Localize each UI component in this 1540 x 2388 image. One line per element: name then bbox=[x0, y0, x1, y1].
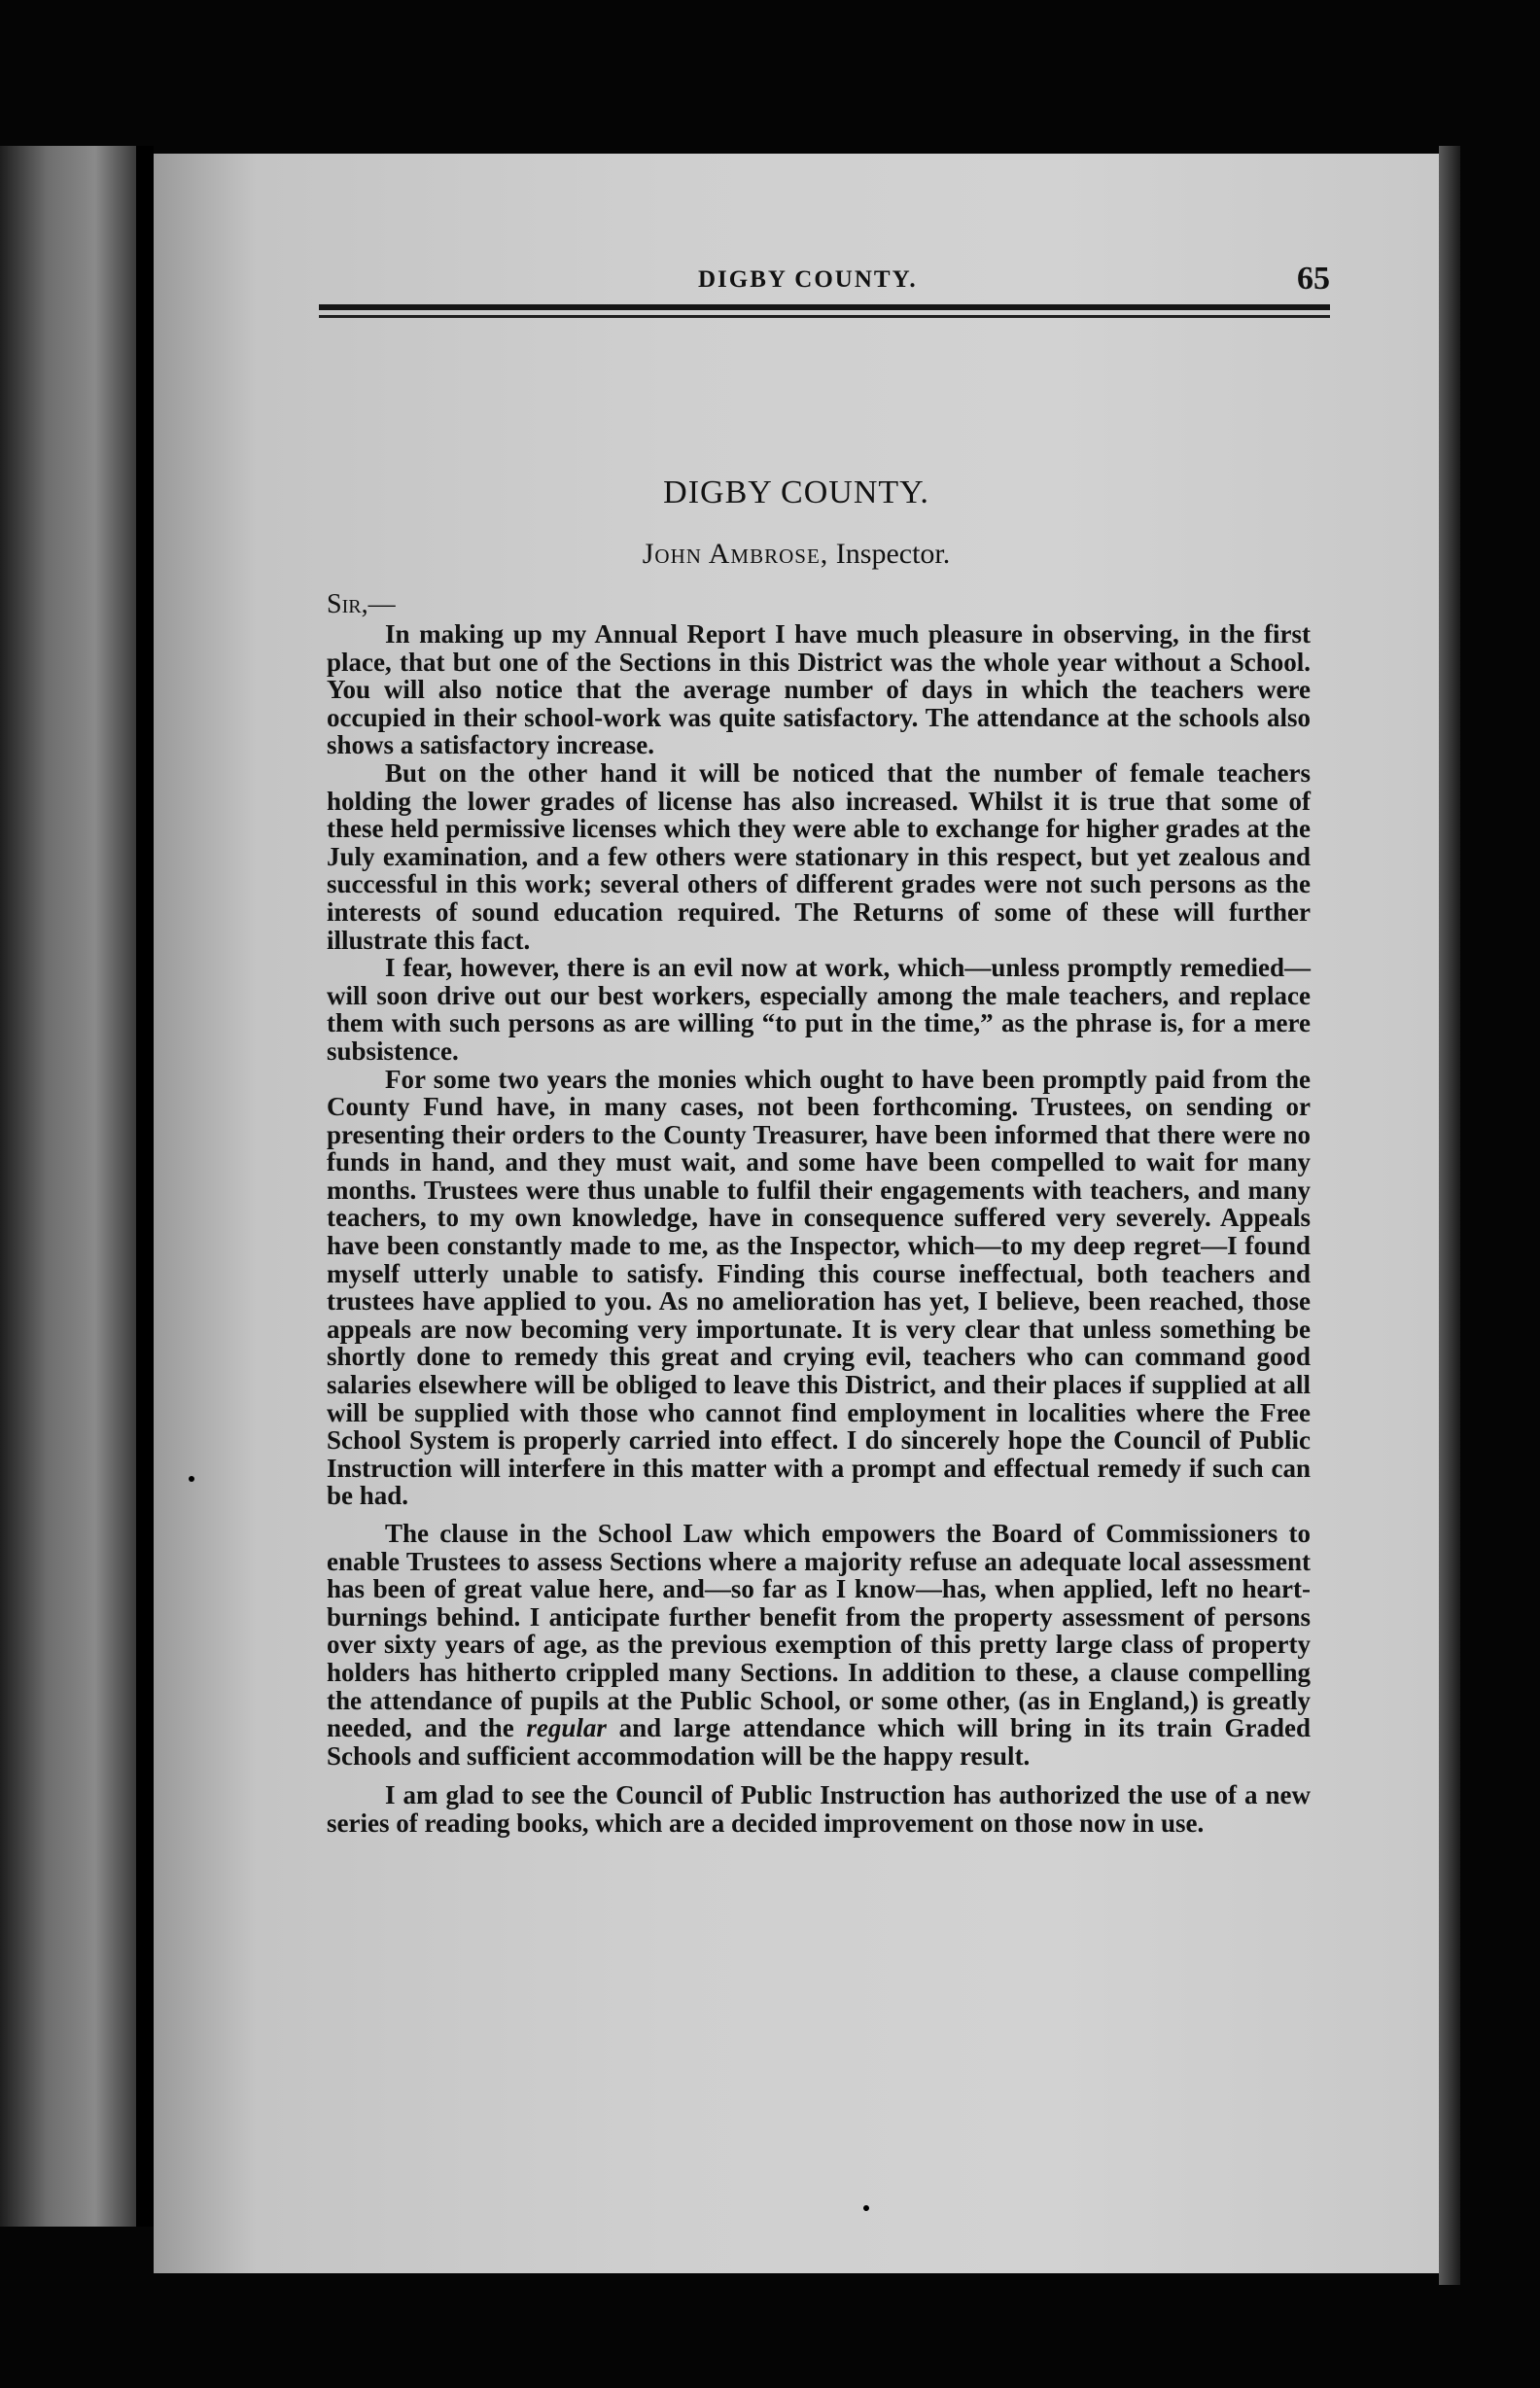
paragraph-reading-books: I am glad to see the Council of Public Instruction has authorized the use of a new series of reading books, which are a decided improvement on those now in use. bbox=[327, 1780, 1311, 1838]
ink-speck bbox=[189, 1476, 194, 1482]
paragraph-school-law-clause bbox=[327, 1520, 1311, 1770]
running-head-title: DIGBY COUNTY. bbox=[698, 266, 918, 293]
salutation: Sir,— bbox=[327, 589, 396, 619]
book-gutter bbox=[136, 146, 154, 2227]
ink-speck bbox=[863, 2205, 869, 2211]
clause-text-after: and large attendance which will bring in its train Graded Schools and sufficient accommodation will be the happy result. bbox=[327, 1713, 1311, 1771]
inspector-role: Inspector. bbox=[835, 538, 951, 570]
inspector-line bbox=[154, 538, 1439, 571]
book-page bbox=[154, 154, 1439, 2273]
page-edge-shadow bbox=[1439, 146, 1460, 2285]
header-rule-thick bbox=[319, 304, 1330, 310]
clause-italic-word: regular bbox=[526, 1713, 607, 1743]
paragraph-female-teachers: But on the other hand it will be noticed that the number of female teachers holding the lower grades of license has also increased. Whilst it is true that some of these held permissive licenses which they were able to exchange for higher grades at the July examination, and a few others were stationary in this respect, but yet zealous and successful in this work; several others of different grades were not such persons as the interests of sound education required. The Returns of some of these will further illustrate this fact. bbox=[327, 757, 1311, 955]
clause-text-before: The clause in the School Law which empowers the Board of Commissioners to enable Trustees to assess Sections where a majority refuse an adequate local assessment has been of great value here, and—so far as I know—has, when applied, left no heart-burnings behind. I anticipate further benefit from the property assessment of persons over sixty years of age, as the previous exemption of this pretty large class of property holders has hitherto crippled many Sections. In addition to these, a clause compelling the attendance of pupils at the Public School, or some other, (as in England,) is greatly needed, and the bbox=[327, 1519, 1311, 1743]
paragraph-county-fund: For some two years the monies which ought to have been promptly paid from the County Fund have, in many cases, not been forthcoming. Trustees, on sending or presenting their orders to the County Treasurer, have been informed that there were no funds in hand, and they must wait, and some have been compelled to wait for many months. Trustees were thus unable to fulfil their engagements with teachers, and many teachers, to my own knowledge, have in consequence suffered very severely. Appeals have been constantly made to me, as the Inspector, which—to my deep regret—I found myself utterly unable to satisfy. Finding this course ineffectual, both teachers and trustees have applied to you. As no amelioration has yet, I believe, been reached, those appeals are now becoming very importunate. It is very clear that unless something be shortly done to remedy this great and crying evil, teachers who can command good salaries elsewhere will be obliged to leave this District, and their places if supplied at all will be supplied with those who cannot find employment in localities where the Free School System is properly carried into effect. I do sincerely hope the Council of Public Instruction will interfere in this matter with a prompt and effectual remedy if such can be had. bbox=[327, 1064, 1311, 1511]
inspector-name: John Ambrose, bbox=[642, 538, 829, 570]
paragraph-evil-at-work: I fear, however, there is an evil now at work, which—unless promptly remedied—will soon drive out our best workers, especially among the male teachers, and replace them with such persons as are willing “to put in the time,” as the phrase is, for a mere subsistence. bbox=[327, 953, 1311, 1066]
running-head bbox=[154, 261, 1439, 299]
report-title: DIGBY COUNTY. bbox=[663, 474, 929, 510]
adjacent-page-fragment bbox=[0, 146, 136, 2227]
paragraph-annual-report: In making up my Annual Report I have much pleasure in observing, in the first place, that but one of the Sections in this District was the whole year without a School. You will also notice that the average number of days in which the teachers were occupied in their school-work was quite satisfactory. The attendance at the schools also shows a satisfactory increase. bbox=[327, 619, 1311, 760]
page-number: 65 bbox=[1297, 261, 1330, 297]
header-rule-thin bbox=[319, 315, 1330, 318]
report-body bbox=[327, 620, 1311, 1838]
